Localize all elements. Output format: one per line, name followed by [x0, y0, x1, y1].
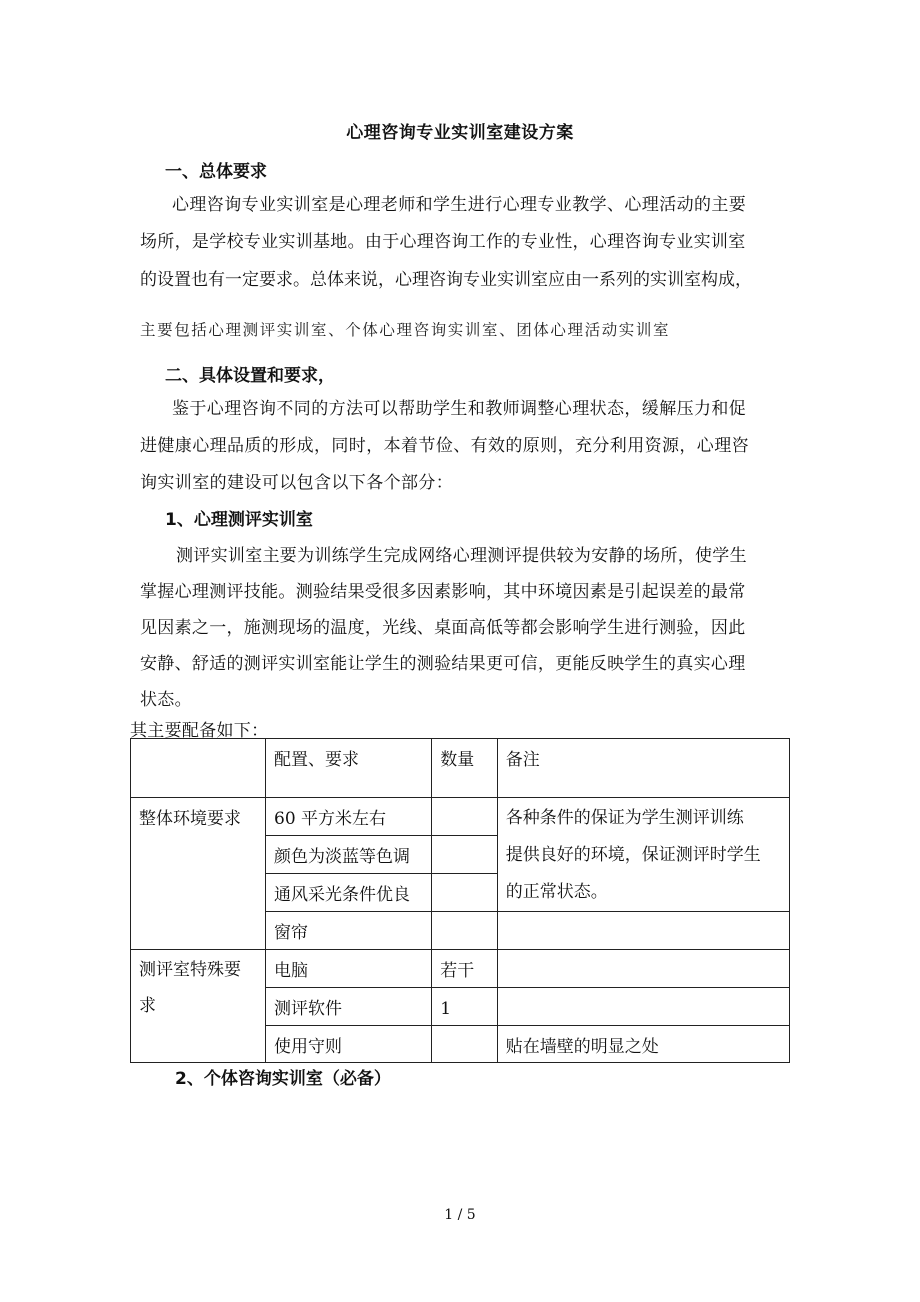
item-cell: 电脑	[266, 950, 432, 988]
group-label-cell	[131, 950, 266, 1063]
paragraph-line: 主要包括心理测评实训室、个体心理咨询实训室、团体心理活动实训室	[140, 321, 671, 339]
qty-cell	[432, 798, 497, 836]
paragraph-line: 场所，是学校专业实训基地。由于心理咨询工作的专业性，心理咨询专业实训室	[140, 232, 746, 252]
qty-cell	[432, 836, 497, 874]
group-label-cell: 整体环境要求	[131, 798, 266, 950]
paragraph-line: 心理咨询专业实训室是心理老师和学生进行心理专业教学、心理活动的主要	[172, 195, 747, 215]
qty-cell: 1	[432, 988, 497, 1026]
note-line: 各种条件的保证为学生测评训练	[505, 808, 744, 828]
item-cell: 使用守则	[266, 1026, 432, 1063]
item-cell: 测评软件	[266, 988, 432, 1026]
section-1-heading: 一、总体要求	[165, 162, 267, 182]
paragraph-line: 测评实训室主要为训练学生完成网络心理测评提供较为安静的场所，使学生	[176, 546, 747, 566]
table-header-cell	[131, 739, 266, 798]
note-line: 提供良好的环境，保证测评时学生	[505, 845, 761, 865]
paragraph-line: 进健康心理品质的形成，同时，本着节俭、有效的原则，充分利用资源，心理咨	[140, 436, 749, 456]
qty-cell	[432, 874, 497, 912]
paragraph-line: 状态。	[140, 690, 192, 710]
table-header-row	[131, 739, 790, 798]
note-cell: 贴在墙壁的明显之处	[497, 1026, 789, 1063]
table-row	[131, 798, 790, 836]
note-line: 的正常状态。	[505, 882, 608, 902]
equipment-intro: 其主要配备如下：	[130, 721, 269, 741]
table-header-cell: 备注	[497, 739, 789, 798]
paragraph-line: 鉴于心理咨询不同的方法可以帮助学生和教师调整心理状态，缓解压力和促	[172, 399, 747, 419]
group-label-line: 求	[139, 996, 156, 1016]
table-row	[131, 950, 790, 988]
qty-cell	[432, 912, 497, 950]
page-number: 1 / 5	[444, 1207, 476, 1223]
equipment-table	[130, 738, 790, 1063]
document-title: 心理咨询专业实训室建设方案	[346, 123, 574, 143]
item-cell: 颜色为淡蓝等色调	[266, 836, 432, 874]
subsection-1-heading: 1、心理测评实训室	[165, 510, 313, 530]
paragraph-line: 询实训室的建设可以包含以下各个部分：	[140, 473, 454, 493]
item-cell: 窗帘	[266, 912, 432, 950]
subsection-2-heading: 2、个体咨询实训室（必备）	[175, 1069, 391, 1089]
item-cell: 通风采光条件优良	[266, 874, 432, 912]
table-header-cell: 配置、要求	[266, 739, 432, 798]
qty-cell: 若干	[432, 950, 497, 988]
qty-cell	[432, 1026, 497, 1063]
table-header-cell: 数量	[432, 739, 497, 798]
paragraph-line: 掌握心理测评技能。测验结果受很多因素影响，其中环境因素是引起误差的最常	[140, 582, 746, 602]
note-cell	[497, 950, 789, 988]
paragraph-line: 见因素之一，施测现场的温度，光线、桌面高低等都会影响学生进行测验，因此	[140, 618, 746, 638]
note-cell	[497, 988, 789, 1026]
note-cell	[497, 912, 789, 950]
note-cell	[497, 798, 789, 912]
item-cell: 60 平方米左右	[266, 798, 432, 836]
paragraph-line: 安静、舒适的测评实训室能让学生的测验结果更可信，更能反映学生的真实心理	[140, 654, 746, 674]
section-2-heading: 二、具体设置和要求，	[165, 366, 335, 386]
paragraph-line: 的设置也有一定要求。总体来说，心理咨询专业实训室应由一系列的实训室构成，	[140, 270, 752, 290]
group-label-line: 测评室特殊要	[139, 960, 241, 980]
